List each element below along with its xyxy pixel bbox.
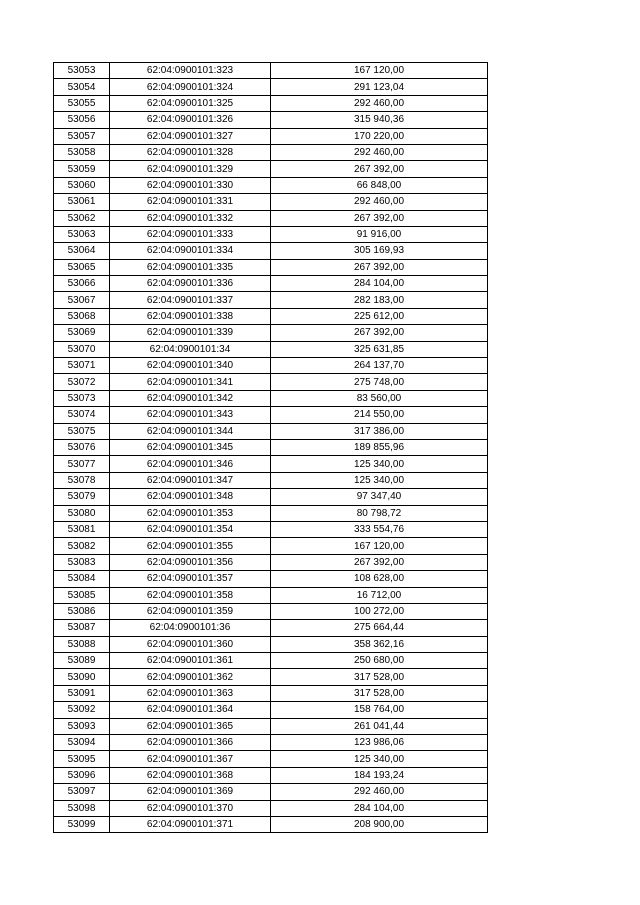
table-row bbox=[54, 95, 488, 111]
cadastral-number-cell: 62:04:0900101:357 bbox=[110, 571, 271, 587]
cadastral-value-cell: 275 748,00 bbox=[271, 374, 488, 390]
cadastral-number-cell: 62:04:0900101:336 bbox=[110, 276, 271, 292]
cadastral-number-cell: 62:04:0900101:355 bbox=[110, 538, 271, 554]
table-row bbox=[54, 161, 488, 177]
table-row bbox=[54, 538, 488, 554]
table-row bbox=[54, 341, 488, 357]
cadastral-number-cell: 62:04:0900101:353 bbox=[110, 505, 271, 521]
cadastral-number-cell: 62:04:0900101:329 bbox=[110, 161, 271, 177]
cadastral-number-cell: 62:04:0900101:366 bbox=[110, 735, 271, 751]
cadastral-number-cell: 62:04:0900101:367 bbox=[110, 751, 271, 767]
row-number-cell: 53060 bbox=[54, 177, 110, 193]
row-number-cell: 53092 bbox=[54, 702, 110, 718]
row-number-cell: 53055 bbox=[54, 95, 110, 111]
cadastral-value-cell: 167 120,00 bbox=[271, 63, 488, 79]
cadastral-number-cell: 62:04:0900101:325 bbox=[110, 95, 271, 111]
cadastral-value-cell: 83 560,00 bbox=[271, 390, 488, 406]
table-row bbox=[54, 489, 488, 505]
row-number-cell: 53058 bbox=[54, 144, 110, 160]
row-number-cell: 53088 bbox=[54, 636, 110, 652]
cadastral-number-cell: 62:04:0900101:323 bbox=[110, 63, 271, 79]
cadastral-value-cell: 125 340,00 bbox=[271, 472, 488, 488]
cadastral-value-cell: 261 041,44 bbox=[271, 718, 488, 734]
table-row bbox=[54, 112, 488, 128]
cadastral-value-cell: 123 986,06 bbox=[271, 735, 488, 751]
table-row bbox=[54, 259, 488, 275]
table-row bbox=[54, 571, 488, 587]
cadastral-number-cell: 62:04:0900101:370 bbox=[110, 800, 271, 816]
cadastral-value-cell: 97 347,40 bbox=[271, 489, 488, 505]
row-number-cell: 53064 bbox=[54, 243, 110, 259]
table-row bbox=[54, 521, 488, 537]
cadastral-number-cell: 62:04:0900101:36 bbox=[110, 620, 271, 636]
table-row bbox=[54, 751, 488, 767]
cadastral-value-cell: 250 680,00 bbox=[271, 653, 488, 669]
row-number-cell: 53087 bbox=[54, 620, 110, 636]
cadastral-value-cell: 284 104,00 bbox=[271, 276, 488, 292]
cadastral-number-cell: 62:04:0900101:360 bbox=[110, 636, 271, 652]
table-row bbox=[54, 226, 488, 242]
row-number-cell: 53069 bbox=[54, 325, 110, 341]
cadastral-value-cell: 214 550,00 bbox=[271, 407, 488, 423]
row-number-cell: 53056 bbox=[54, 112, 110, 128]
cadastral-number-cell: 62:04:0900101:348 bbox=[110, 489, 271, 505]
table-body bbox=[54, 63, 488, 833]
cadastral-value-cell: 16 712,00 bbox=[271, 587, 488, 603]
table-row bbox=[54, 308, 488, 324]
cadastral-number-cell: 62:04:0900101:342 bbox=[110, 390, 271, 406]
table-row bbox=[54, 276, 488, 292]
cadastral-value-cell: 80 798,72 bbox=[271, 505, 488, 521]
row-number-cell: 53097 bbox=[54, 784, 110, 800]
row-number-cell: 53083 bbox=[54, 554, 110, 570]
cadastral-value-cell: 100 272,00 bbox=[271, 603, 488, 619]
row-number-cell: 53063 bbox=[54, 226, 110, 242]
row-number-cell: 53091 bbox=[54, 685, 110, 701]
cadastral-number-cell: 62:04:0900101:356 bbox=[110, 554, 271, 570]
table-row bbox=[54, 390, 488, 406]
cadastral-number-cell: 62:04:0900101:361 bbox=[110, 653, 271, 669]
cadastral-value-cell: 125 340,00 bbox=[271, 456, 488, 472]
cadastral-value-cell: 275 664,44 bbox=[271, 620, 488, 636]
table-row bbox=[54, 456, 488, 472]
cadastral-value-cell: 189 855,96 bbox=[271, 439, 488, 455]
table-row bbox=[54, 210, 488, 226]
row-number-cell: 53062 bbox=[54, 210, 110, 226]
row-number-cell: 53093 bbox=[54, 718, 110, 734]
cadastral-number-cell: 62:04:0900101:333 bbox=[110, 226, 271, 242]
row-number-cell: 53090 bbox=[54, 669, 110, 685]
cadastral-number-cell: 62:04:0900101:332 bbox=[110, 210, 271, 226]
row-number-cell: 53070 bbox=[54, 341, 110, 357]
cadastral-number-cell: 62:04:0900101:359 bbox=[110, 603, 271, 619]
table-row bbox=[54, 194, 488, 210]
table-row bbox=[54, 800, 488, 816]
cadastral-number-cell: 62:04:0900101:330 bbox=[110, 177, 271, 193]
cadastral-number-cell: 62:04:0900101:326 bbox=[110, 112, 271, 128]
table-row bbox=[54, 128, 488, 144]
table-row bbox=[54, 702, 488, 718]
cadastral-value-table bbox=[53, 62, 488, 833]
row-number-cell: 53086 bbox=[54, 603, 110, 619]
cadastral-number-cell: 62:04:0900101:365 bbox=[110, 718, 271, 734]
cadastral-number-cell: 62:04:0900101:369 bbox=[110, 784, 271, 800]
table-row bbox=[54, 603, 488, 619]
cadastral-value-cell: 267 392,00 bbox=[271, 210, 488, 226]
row-number-cell: 53079 bbox=[54, 489, 110, 505]
cadastral-number-cell: 62:04:0900101:334 bbox=[110, 243, 271, 259]
row-number-cell: 53054 bbox=[54, 79, 110, 95]
cadastral-value-cell: 108 628,00 bbox=[271, 571, 488, 587]
row-number-cell: 53096 bbox=[54, 767, 110, 783]
row-number-cell: 53098 bbox=[54, 800, 110, 816]
table-row bbox=[54, 144, 488, 160]
cadastral-value-cell: 317 528,00 bbox=[271, 685, 488, 701]
row-number-cell: 53084 bbox=[54, 571, 110, 587]
cadastral-number-cell: 62:04:0900101:362 bbox=[110, 669, 271, 685]
cadastral-number-cell: 62:04:0900101:354 bbox=[110, 521, 271, 537]
table-row bbox=[54, 735, 488, 751]
cadastral-number-cell: 62:04:0900101:340 bbox=[110, 358, 271, 374]
row-number-cell: 53059 bbox=[54, 161, 110, 177]
row-number-cell: 53073 bbox=[54, 390, 110, 406]
cadastral-value-cell: 158 764,00 bbox=[271, 702, 488, 718]
row-number-cell: 53067 bbox=[54, 292, 110, 308]
row-number-cell: 53085 bbox=[54, 587, 110, 603]
table-row bbox=[54, 784, 488, 800]
row-number-cell: 53061 bbox=[54, 194, 110, 210]
cadastral-value-cell: 208 900,00 bbox=[271, 816, 488, 832]
table-row bbox=[54, 423, 488, 439]
cadastral-number-cell: 62:04:0900101:345 bbox=[110, 439, 271, 455]
table-row bbox=[54, 439, 488, 455]
cadastral-number-cell: 62:04:0900101:344 bbox=[110, 423, 271, 439]
cadastral-value-cell: 315 940,36 bbox=[271, 112, 488, 128]
cadastral-number-cell: 62:04:0900101:331 bbox=[110, 194, 271, 210]
cadastral-number-cell: 62:04:0900101:347 bbox=[110, 472, 271, 488]
cadastral-value-cell: 358 362,16 bbox=[271, 636, 488, 652]
cadastral-number-cell: 62:04:0900101:324 bbox=[110, 79, 271, 95]
cadastral-number-cell: 62:04:0900101:363 bbox=[110, 685, 271, 701]
cadastral-number-cell: 62:04:0900101:337 bbox=[110, 292, 271, 308]
cadastral-number-cell: 62:04:0900101:364 bbox=[110, 702, 271, 718]
table-row bbox=[54, 554, 488, 570]
row-number-cell: 53075 bbox=[54, 423, 110, 439]
cadastral-value-cell: 292 460,00 bbox=[271, 194, 488, 210]
row-number-cell: 53072 bbox=[54, 374, 110, 390]
table-row bbox=[54, 63, 488, 79]
cadastral-number-cell: 62:04:0900101:339 bbox=[110, 325, 271, 341]
cadastral-value-cell: 292 460,00 bbox=[271, 144, 488, 160]
row-number-cell: 53080 bbox=[54, 505, 110, 521]
table-row bbox=[54, 325, 488, 341]
table-row bbox=[54, 505, 488, 521]
cadastral-value-cell: 170 220,00 bbox=[271, 128, 488, 144]
table-row bbox=[54, 79, 488, 95]
cadastral-value-cell: 291 123,04 bbox=[271, 79, 488, 95]
row-number-cell: 53068 bbox=[54, 308, 110, 324]
table-row bbox=[54, 177, 488, 193]
row-number-cell: 53077 bbox=[54, 456, 110, 472]
cadastral-value-cell: 305 169,93 bbox=[271, 243, 488, 259]
row-number-cell: 53081 bbox=[54, 521, 110, 537]
row-number-cell: 53089 bbox=[54, 653, 110, 669]
table-row bbox=[54, 292, 488, 308]
table-row bbox=[54, 407, 488, 423]
cadastral-number-cell: 62:04:0900101:327 bbox=[110, 128, 271, 144]
cadastral-value-cell: 66 848,00 bbox=[271, 177, 488, 193]
row-number-cell: 53053 bbox=[54, 63, 110, 79]
cadastral-value-cell: 292 460,00 bbox=[271, 95, 488, 111]
row-number-cell: 53066 bbox=[54, 276, 110, 292]
table-row bbox=[54, 685, 488, 701]
cadastral-value-cell: 317 528,00 bbox=[271, 669, 488, 685]
cadastral-number-cell: 62:04:0900101:358 bbox=[110, 587, 271, 603]
cadastral-number-cell: 62:04:0900101:346 bbox=[110, 456, 271, 472]
cadastral-value-cell: 292 460,00 bbox=[271, 784, 488, 800]
cadastral-value-cell: 333 554,76 bbox=[271, 521, 488, 537]
cadastral-value-cell: 167 120,00 bbox=[271, 538, 488, 554]
table-row bbox=[54, 358, 488, 374]
table-row bbox=[54, 587, 488, 603]
table-row bbox=[54, 653, 488, 669]
row-number-cell: 53082 bbox=[54, 538, 110, 554]
cadastral-value-cell: 125 340,00 bbox=[271, 751, 488, 767]
row-number-cell: 53071 bbox=[54, 358, 110, 374]
cadastral-value-cell: 267 392,00 bbox=[271, 161, 488, 177]
table-row bbox=[54, 767, 488, 783]
row-number-cell: 53094 bbox=[54, 735, 110, 751]
cadastral-number-cell: 62:04:0900101:341 bbox=[110, 374, 271, 390]
cadastral-value-cell: 282 183,00 bbox=[271, 292, 488, 308]
table-row bbox=[54, 816, 488, 832]
row-number-cell: 53065 bbox=[54, 259, 110, 275]
cadastral-value-cell: 317 386,00 bbox=[271, 423, 488, 439]
row-number-cell: 53099 bbox=[54, 816, 110, 832]
cadastral-value-cell: 264 137,70 bbox=[271, 358, 488, 374]
row-number-cell: 53057 bbox=[54, 128, 110, 144]
cadastral-number-cell: 62:04:0900101:368 bbox=[110, 767, 271, 783]
cadastral-number-cell: 62:04:0900101:328 bbox=[110, 144, 271, 160]
table-row bbox=[54, 636, 488, 652]
cadastral-number-cell: 62:04:0900101:343 bbox=[110, 407, 271, 423]
cadastral-value-cell: 267 392,00 bbox=[271, 259, 488, 275]
cadastral-value-cell: 225 612,00 bbox=[271, 308, 488, 324]
cadastral-number-cell: 62:04:0900101:34 bbox=[110, 341, 271, 357]
cadastral-value-cell: 284 104,00 bbox=[271, 800, 488, 816]
cadastral-value-cell: 184 193,24 bbox=[271, 767, 488, 783]
row-number-cell: 53078 bbox=[54, 472, 110, 488]
table-row bbox=[54, 718, 488, 734]
row-number-cell: 53095 bbox=[54, 751, 110, 767]
cadastral-number-cell: 62:04:0900101:338 bbox=[110, 308, 271, 324]
table-row bbox=[54, 243, 488, 259]
cadastral-value-cell: 267 392,00 bbox=[271, 325, 488, 341]
cadastral-value-cell: 267 392,00 bbox=[271, 554, 488, 570]
row-number-cell: 53074 bbox=[54, 407, 110, 423]
table-row bbox=[54, 620, 488, 636]
cadastral-number-cell: 62:04:0900101:371 bbox=[110, 816, 271, 832]
cadastral-value-cell: 325 631,85 bbox=[271, 341, 488, 357]
cadastral-number-cell: 62:04:0900101:335 bbox=[110, 259, 271, 275]
table-row bbox=[54, 374, 488, 390]
row-number-cell: 53076 bbox=[54, 439, 110, 455]
cadastral-value-cell: 91 916,00 bbox=[271, 226, 488, 242]
table-row bbox=[54, 472, 488, 488]
table-row bbox=[54, 669, 488, 685]
